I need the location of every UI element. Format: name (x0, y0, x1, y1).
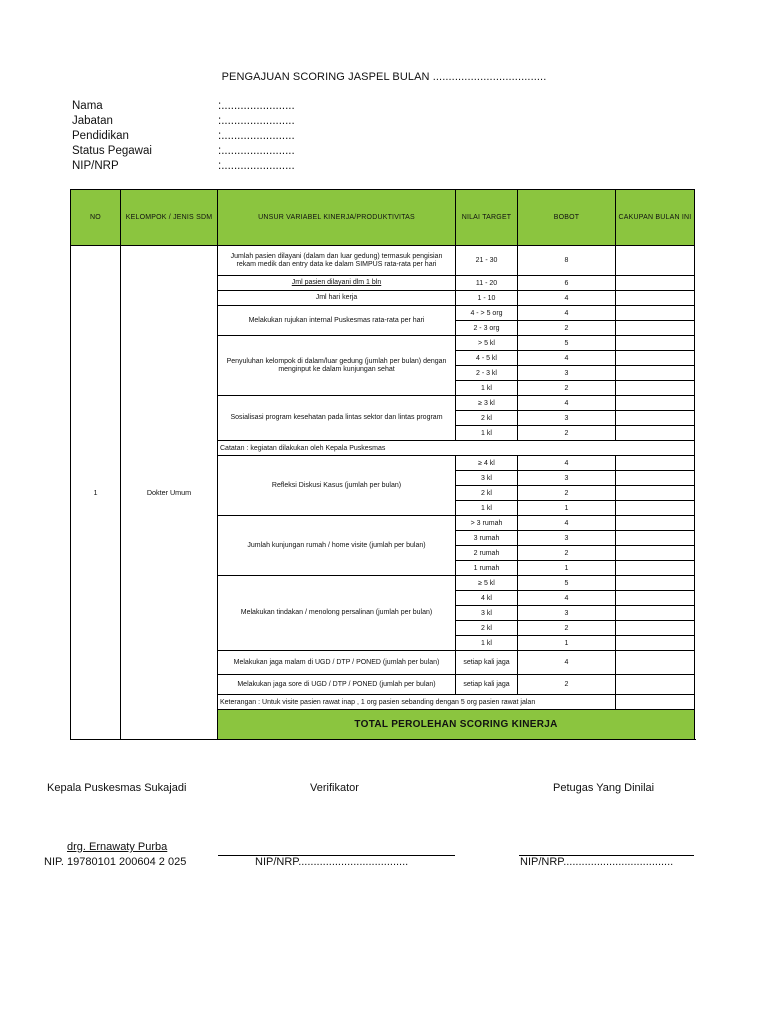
cakupan-cell[interactable] (616, 321, 695, 336)
header-kelompok: KELOMPOK / JENIS SDM (121, 190, 218, 246)
bobot-cell: 4 (518, 291, 616, 306)
bobot-cell: 2 (518, 381, 616, 396)
signature-left-nip: NIP. 19780101 200604 2 025 (44, 856, 187, 868)
target-cell: 2 - 3 kl (456, 366, 518, 381)
identity-value: :....................... (218, 130, 295, 142)
bobot-cell: 1 (518, 501, 616, 516)
cakupan-cell[interactable] (616, 456, 695, 471)
criterion-cell: Melakukan tindakan / menolong persalinan (jumlah per bulan) (218, 576, 456, 651)
target-cell: ≥ 4 kl (456, 456, 518, 471)
target-cell: 3 kl (456, 606, 518, 621)
identity-row-pendidikan (72, 129, 295, 144)
criterion-cell: Jml hari kerja (218, 291, 456, 306)
signature-left-title: Kepala Puskesmas Sukajadi (47, 782, 187, 794)
cell-kelompok: Dokter Umum (121, 246, 218, 740)
cakupan-cell[interactable] (616, 501, 695, 516)
bobot-cell: 5 (518, 336, 616, 351)
total-label: TOTAL PEROLEHAN SCORING KINERJA (218, 710, 695, 740)
bobot-cell: 4 (518, 396, 616, 411)
bobot-cell: 3 (518, 531, 616, 546)
criterion-cell: Penyuluhan kelompok di dalam/luar gedung (jumlah per bulan) dengan menginput ke dalam kunjungan sehat (218, 336, 456, 396)
identity-value: :....................... (218, 145, 295, 157)
cakupan-cell[interactable] (616, 426, 695, 441)
cakupan-cell[interactable] (616, 606, 695, 621)
signature-right-nip: NIP/NRP.................................... (520, 856, 674, 868)
target-cell: ≥ 3 kl (456, 396, 518, 411)
criterion-cell: Jumlah pasien dilayani (dalam dan luar gedung) termasuk pengisian rekam medik dan entry data ke dalam SIMPUS rata-rata per hari (218, 246, 456, 276)
target-cell: setiap kali jaga (456, 675, 518, 695)
cakupan-cell[interactable] (616, 396, 695, 411)
signature-left-name: drg. Ernawaty Purba (67, 841, 168, 853)
target-cell: 4 - > 5 org (456, 306, 518, 321)
target-cell: 1 - 10 (456, 291, 518, 306)
target-cell: 2 kl (456, 621, 518, 636)
cakupan-cell[interactable] (616, 246, 695, 276)
target-cell: 1 kl (456, 501, 518, 516)
cakupan-cell[interactable] (616, 471, 695, 486)
criterion-cell: Jumlah kunjungan rumah / home visite (jumlah per bulan) (218, 516, 456, 576)
cakupan-cell[interactable] (616, 351, 695, 366)
scoring-table (70, 189, 695, 740)
bobot-cell: 3 (518, 366, 616, 381)
target-cell: 2 - 3 org (456, 321, 518, 336)
cakupan-cell[interactable] (616, 366, 695, 381)
target-cell: 3 rumah (456, 531, 518, 546)
bobot-cell: 3 (518, 606, 616, 621)
header-bobot: BOBOT (518, 190, 616, 246)
header-unsur: UNSUR VARIABEL KINERJA/PRODUKTIVITAS (218, 190, 456, 246)
bobot-cell: 1 (518, 636, 616, 651)
cakupan-cell[interactable] (616, 516, 695, 531)
signature-middle-nip: NIP/NRP.................................... (255, 856, 409, 868)
bobot-cell: 6 (518, 276, 616, 291)
criterion-cell: Melakukan rujukan internal Puskesmas rata-rata per hari (218, 306, 456, 336)
target-cell: 1 kl (456, 636, 518, 651)
target-cell: 2 kl (456, 411, 518, 426)
cakupan-cell[interactable] (616, 486, 695, 501)
identity-label: Nama (72, 100, 103, 112)
criterion-cell: Sosialisasi program kesehatan pada lintas sektor dan lintas program (218, 396, 456, 441)
target-cell: 2 kl (456, 486, 518, 501)
identity-row-nip (72, 159, 295, 174)
table-header-row (71, 190, 695, 246)
target-cell: 3 kl (456, 471, 518, 486)
keterangan-cell: Keterangan : Untuk visite pasien rawat inap , 1 org pasien sebanding dengan 5 org pasien rawat jalan (218, 695, 616, 710)
target-cell: 4 kl (456, 591, 518, 606)
cakupan-cell[interactable] (616, 621, 695, 636)
cakupan-cell[interactable] (616, 695, 695, 710)
cell-no: 1 (71, 246, 121, 740)
target-cell: 4 - 5 kl (456, 351, 518, 366)
cakupan-cell[interactable] (616, 531, 695, 546)
target-cell: setiap kali jaga (456, 651, 518, 675)
target-cell: 11 - 20 (456, 276, 518, 291)
cakupan-cell[interactable] (616, 306, 695, 321)
bobot-cell: 3 (518, 471, 616, 486)
criterion-cell: Refleksi Diskusi Kasus (jumlah per bulan) (218, 456, 456, 516)
target-cell: 1 kl (456, 381, 518, 396)
cakupan-cell[interactable] (616, 591, 695, 606)
bobot-cell: 4 (518, 351, 616, 366)
bobot-cell: 2 (518, 675, 616, 695)
header-cakupan: CAKUPAN BULAN INI (616, 190, 695, 246)
target-cell: ≥ 5 kl (456, 576, 518, 591)
bobot-cell: 2 (518, 486, 616, 501)
document-title: PENGAJUAN SCORING JASPEL BULAN .................................... (221, 71, 547, 83)
target-cell: 2 rumah (456, 546, 518, 561)
bobot-cell: 4 (518, 591, 616, 606)
header-no: NO (71, 190, 121, 246)
cakupan-cell[interactable] (616, 336, 695, 351)
identity-row-nama (72, 99, 295, 114)
bobot-cell: 4 (518, 456, 616, 471)
cakupan-cell[interactable] (616, 381, 695, 396)
criterion-cell: Jml pasien dilayani dlm 1 bln (218, 276, 456, 291)
identity-block (72, 99, 295, 174)
bobot-cell: 1 (518, 561, 616, 576)
bobot-cell: 8 (518, 246, 616, 276)
cakupan-cell[interactable] (616, 546, 695, 561)
cakupan-cell[interactable] (616, 576, 695, 591)
criterion-cell: Melakukan jaga malam di UGD / DTP / PONED (jumlah per bulan) (218, 651, 456, 675)
cakupan-cell[interactable] (616, 636, 695, 651)
identity-row-jabatan (72, 114, 295, 129)
identity-value: :....................... (218, 115, 295, 127)
identity-row-status (72, 144, 295, 159)
header-target: NILAI TARGET (456, 190, 518, 246)
target-cell: 21 - 30 (456, 246, 518, 276)
bobot-cell: 2 (518, 546, 616, 561)
identity-label: Status Pegawai (72, 145, 152, 157)
identity-label: Jabatan (72, 115, 113, 127)
cakupan-cell[interactable] (616, 276, 695, 291)
table-row (71, 246, 695, 276)
bobot-cell: 2 (518, 621, 616, 636)
signature-middle-title: Verifikator (310, 782, 359, 794)
target-cell: > 5 kl (456, 336, 518, 351)
criterion-cell: Melakukan jaga sore di UGD / DTP / PONED (jumlah per bulan) (218, 675, 456, 695)
identity-label: Pendidikan (72, 130, 129, 142)
cakupan-cell[interactable] (616, 561, 695, 576)
bobot-cell: 2 (518, 321, 616, 336)
bobot-cell: 3 (518, 411, 616, 426)
signature-right-title: Petugas Yang Dinilai (553, 782, 655, 794)
cakupan-cell[interactable] (616, 675, 695, 695)
bobot-cell: 4 (518, 516, 616, 531)
catatan-cell: Catatan : kegiatan dilakukan oleh Kepala Puskesmas (218, 441, 695, 456)
bobot-cell: 5 (518, 576, 616, 591)
target-cell: 1 rumah (456, 561, 518, 576)
target-cell: > 3 rumah (456, 516, 518, 531)
bobot-cell: 4 (518, 306, 616, 321)
cakupan-cell[interactable] (616, 411, 695, 426)
identity-value: :....................... (218, 160, 295, 172)
cakupan-cell[interactable] (616, 291, 695, 306)
target-cell: 1 kl (456, 426, 518, 441)
cakupan-cell[interactable] (616, 651, 695, 675)
identity-value: :....................... (218, 100, 295, 112)
bobot-cell: 4 (518, 651, 616, 675)
bobot-cell: 2 (518, 426, 616, 441)
identity-label: NIP/NRP (72, 160, 119, 172)
